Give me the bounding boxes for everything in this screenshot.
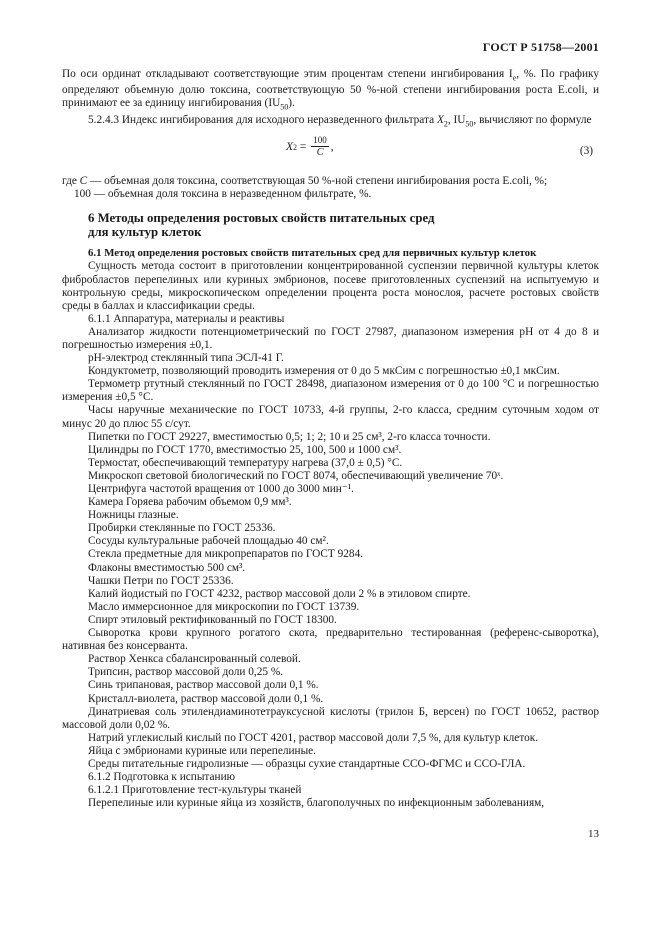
paragraph: Динатриевая соль этилендиаминотетрауксусной кислоты (трилон Б, версен) по ГОСТ 10652, раствор массовой доли 0,02 %. (62, 705, 599, 731)
paragraph: Синь трипановая, раствор массовой доли 0,1 %. (88, 679, 319, 692)
paragraph: Анализатор жидкости потенциометрический по ГОСТ 27987, диапазоном измерения pH от 4 до 8 и погрешностью измерения ±0,1. (62, 325, 599, 351)
paragraph: Сущность метода состоит в приготовлении концентрированной суспензии первичной культуры клеток фибробластов перепелиных или куриных эмбрионов, посеве приготовленных суспензий на испытуемую и контрольную среды, микроскопическом определении процента роста монослоя, расчете ростовых свойств среды в баллах и классификации среды. (62, 260, 599, 312)
paragraph: 5.2.4.3 Индекс ингибирования для исходного неразведенного фильтрата $X_2$, $IU_{50}$, вычисляют по формуле (88, 113, 592, 129)
paragraph: Натрий углекислый кислый по ГОСТ 4201, раствор массовой доли 7,5 %, для культур клеток. (88, 731, 539, 744)
paragraph: Калий йодистый по ГОСТ 4232, раствор массовой доли 2 % в этиловом спирте. (88, 587, 471, 600)
subsection-title: 6.1 Метод определения ростовых свойств питательных сред для первичных культур клеток (88, 247, 537, 260)
paragraph: Камера Горяева рабочим объемом 0,9 мм³. (88, 496, 292, 509)
document-header: ГОСТ Р 51758—2001 (482, 40, 599, 54)
paragraph: Раствор Хенкса сбалансированный солевой. (88, 653, 301, 666)
paragraph: Трипсин, раствор массовой доли 0,25 %. (88, 666, 284, 679)
fraction-numerator: 100 (313, 135, 327, 146)
paragraph: Сыворотка крови крупного рогатого скота, предварительно тестированная (референс-сыворотка), нативная без консерванта. (62, 627, 599, 653)
paragraph: Часы наручные механические по ГОСТ 10733, 4-й группы, 2-го класса, средним суточным ходом от минус 20 до плюс 55 с/сут. (62, 404, 599, 430)
paragraph: Термометр ртутный стеклянный по ГОСТ 28498, диапазоном измерения от 0 до 100 °С и погрешностью измерения ±0,5 °С. (62, 378, 599, 404)
fraction (311, 135, 329, 159)
paragraph: Чашки Петри по ГОСТ 25336. (88, 574, 234, 587)
section-title: 6 Методы определения ростовых свойств питательных сред для культур клеток (88, 211, 435, 240)
paragraph: Стекла предметные для микропрепаратов по ГОСТ 9284. (88, 548, 364, 561)
paragraph: Среды питательные гидролизные — образцы сухие стандартные ССО-ФГМС и ССО-ГЛА. (88, 757, 526, 770)
equation-number: (3) (579, 145, 593, 158)
page-number: 13 (588, 828, 599, 840)
where-line: где C — объемная доля токсина, соответствующая 50 %-ной степени ингибирования роста E.coli, %; (62, 175, 548, 188)
paragraph: Центрифуга частотой вращения от 1000 до 3000 мин⁻¹. (88, 483, 355, 495)
text-lines (62, 260, 599, 810)
where-line: 100 — объемная доля токсина в неразведенном фильтрате, %. (74, 188, 372, 201)
paragraph: Кондуктометр, позволяющий проводить измерения от 0 до 5 мкСим с погрешностью ±0,1 мкСим. (88, 365, 560, 378)
paragraph: pH-электрод стеклянный типа ЭСЛ-41 Г. (88, 352, 284, 365)
paragraph: 6.1.1 Аппаратура, материалы и реактивы (88, 312, 285, 325)
paragraph: По оси ординат откладывают соответствующие этим процентам степени ингибирования $I_e$, %. По графику определяют объемную долю токсина, соответствующую 50 %-ной степени ингибирования роста E.coli, и принимают ее за единицу ингибирования $(IU_{50})$. (62, 68, 599, 112)
paragraph: 6.1.2.1 Приготовление тест-культуры тканей (88, 784, 302, 797)
paragraph: Спирт этиловый ректификованный по ГОСТ 18300. (88, 613, 337, 626)
formula-block (62, 133, 599, 169)
document-body (62, 68, 599, 810)
paragraph: Ножницы глазные. (88, 509, 179, 522)
paragraph: Термостат, обеспечивающий температуру нагрева (37,0 ± 0,5) °С. (88, 456, 403, 469)
paragraph: Кристалл-виолета, раствор массовой доли 0,1 %. (88, 692, 324, 705)
paragraph: Микроскоп световой биологический по ГОСТ 8074, обеспечивающий увеличение 70ˣ. (88, 469, 504, 482)
fraction-denominator: C (316, 147, 324, 159)
paragraph: Флаконы вместимостью 500 см³. (88, 561, 246, 574)
paragraph: Пипетки по ГОСТ 29227, вместимостью 0,5; 1; 2; 10 и 25 см³, 2-го класса точности. (88, 430, 491, 443)
paragraph: Перепелиные или куриные яйца из хозяйств, благополучных по инфекционным заболеваниям, (88, 797, 545, 810)
formula: X 2 = $\frac{100}{C}$ , (286, 135, 334, 159)
paragraph: Пробирки стеклянные по ГОСТ 25336. (88, 522, 276, 535)
paragraph: Сосуды культуральные рабочей площадью 40 см². (88, 535, 329, 548)
paragraph: Яйца с эмбрионами куриные или перепелиные. (88, 744, 317, 757)
paragraph: Цилиндры по ГОСТ 1770, вместимостью 25, 100, 500 и 1000 см³. (88, 443, 402, 456)
paragraph: Масло иммерсионное для микроскопии по ГОСТ 13739. (88, 600, 360, 613)
paragraph: 6.1.2 Подготовка к испытанию (88, 771, 236, 784)
